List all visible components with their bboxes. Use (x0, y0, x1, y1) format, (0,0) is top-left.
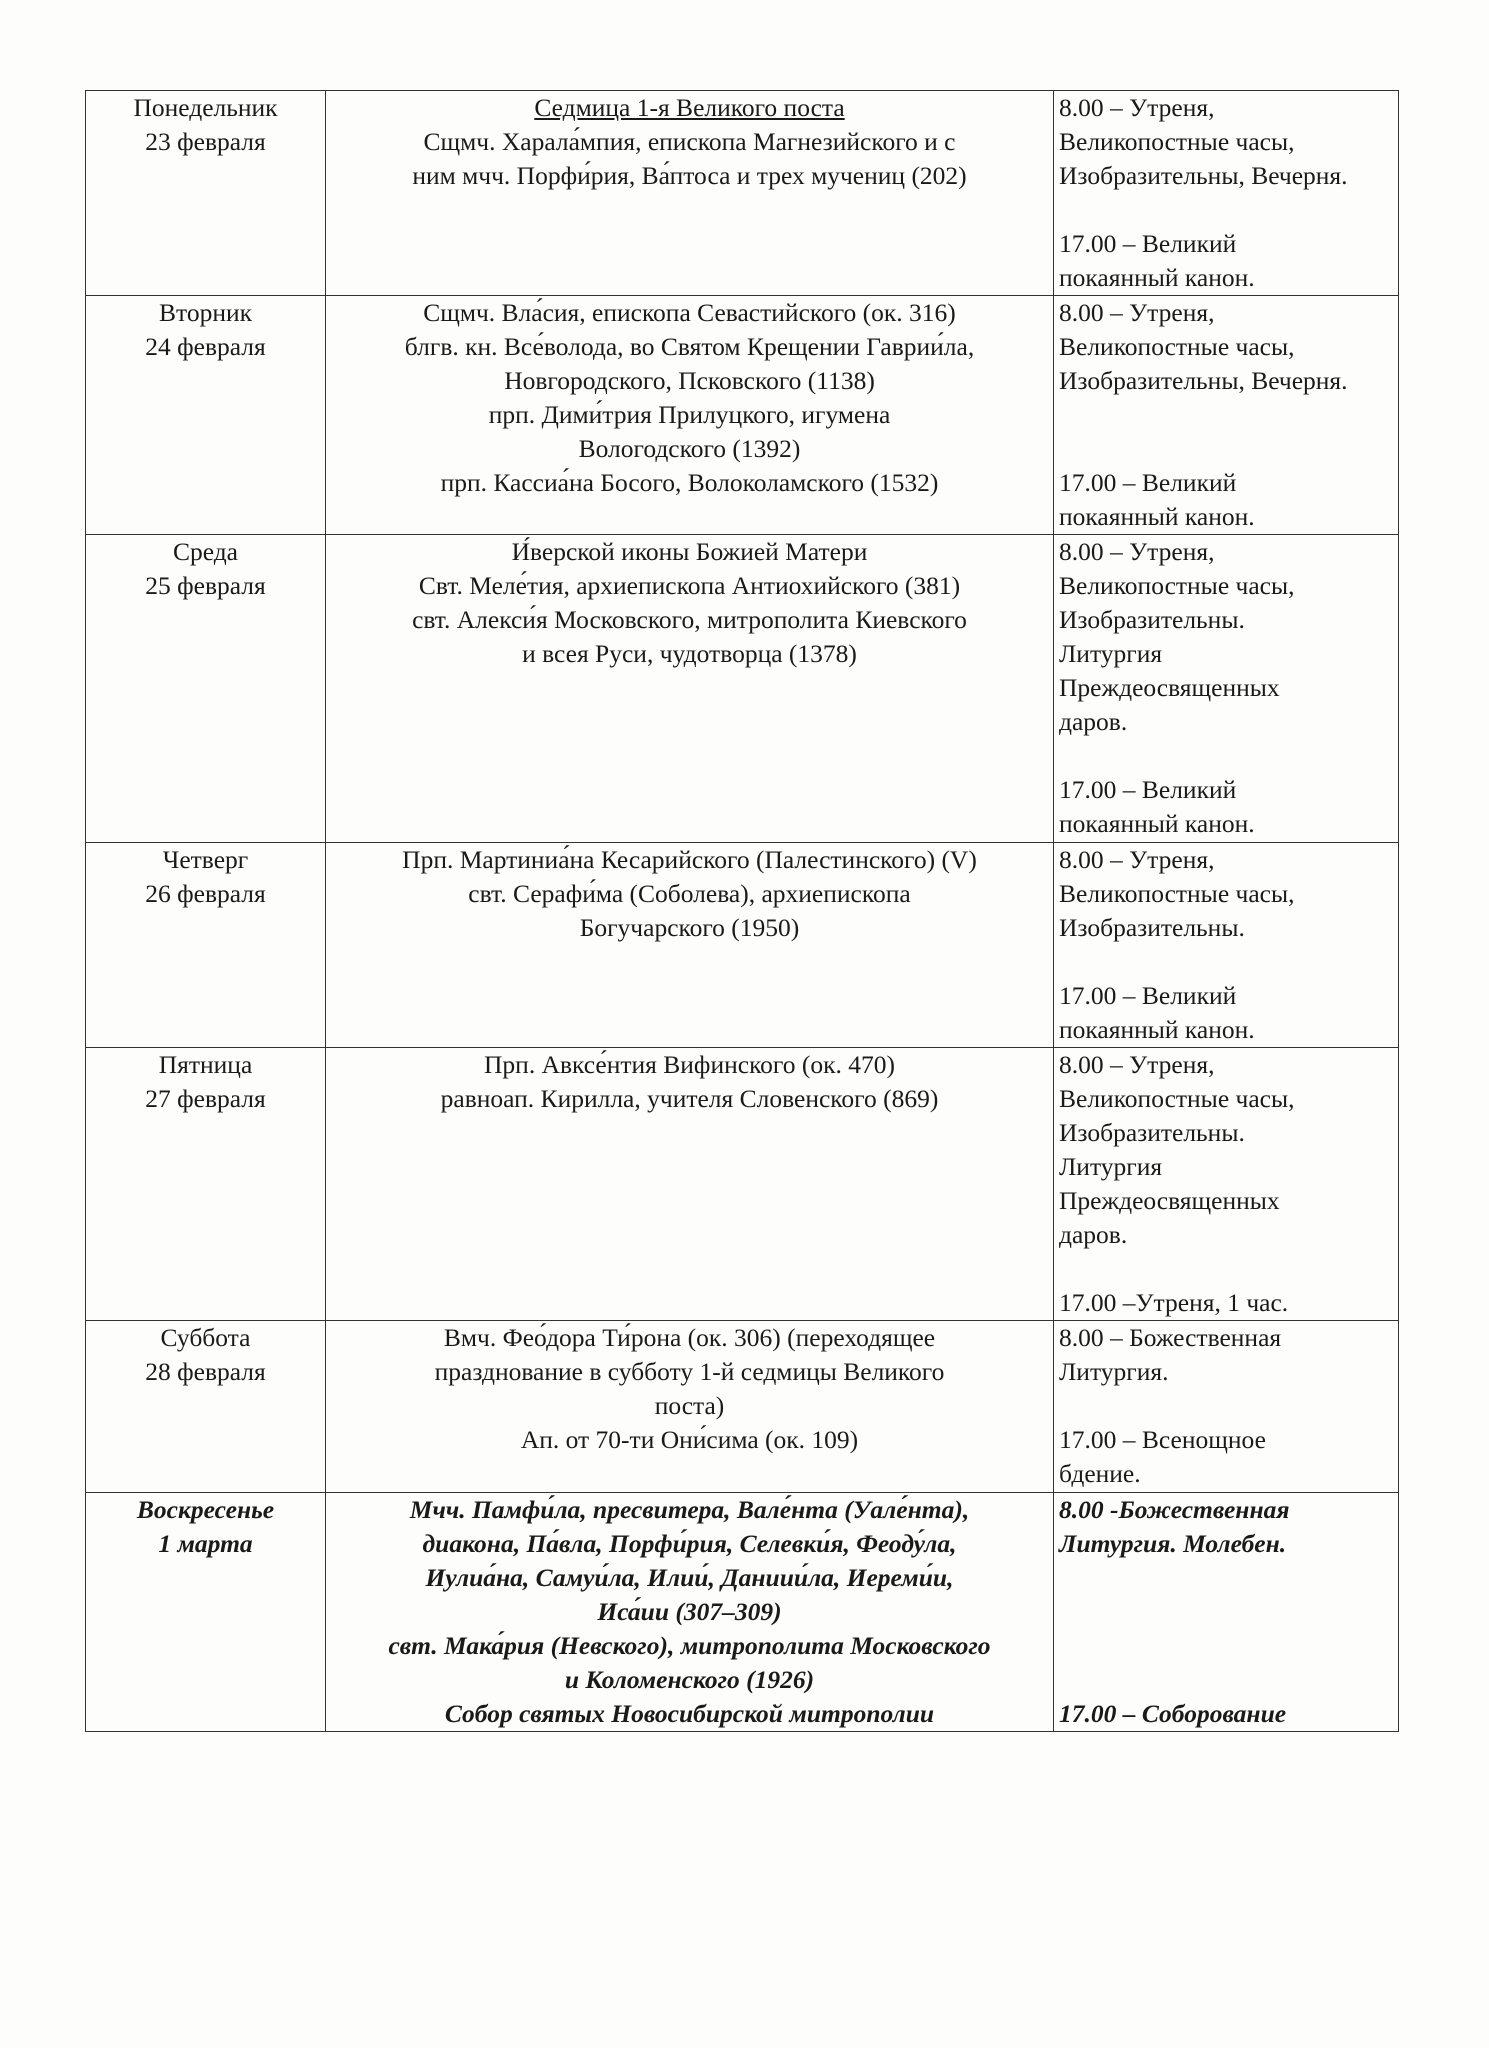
saints-cell (326, 1493, 1054, 1732)
spacer (1059, 1561, 1393, 1595)
weekday: Среда (172, 537, 239, 566)
day-cell (86, 843, 326, 1048)
spacer (1059, 398, 1393, 432)
schedule-row (86, 1321, 1399, 1493)
saint-line: Сщмч. Вла́сия, епископа Севастийского (ок. 316) (423, 298, 956, 327)
saint-line: И́верской иконы Божией Матери (511, 537, 868, 566)
day-cell (86, 1493, 326, 1732)
evening-service-line: покаянный канон. (1059, 1015, 1255, 1044)
saint-line: Ап. от 70-ти Они́сима (ок. 109) (520, 1425, 859, 1454)
weekday: Понедельник (133, 93, 278, 122)
saint-line: диакона, Па́вла, Порфи́рия, Селевки́я, Феоду́ла, (422, 1529, 957, 1558)
saint-line: и Коломенского (1926) (564, 1665, 815, 1694)
saint-line: празднование в субботу 1-й седмицы Великого (434, 1357, 945, 1386)
services-cell (1054, 91, 1399, 296)
saints-cell (326, 535, 1054, 843)
saint-line: Вмч. Фео́дора Ти́рона (ок. 306) (переходящее (443, 1323, 936, 1352)
saint-line: прп. Дими́трия Прилуцкого, игумена (488, 400, 891, 429)
morning-service-line: Литургия (1059, 639, 1163, 668)
date: 26 февраля (145, 879, 266, 908)
morning-service-line: 8.00 – Утреня, (1059, 1050, 1215, 1079)
spacer (1059, 432, 1393, 466)
saint-line: Иулиа́на, Самуи́ла, Илии́, Даниии́ла, Иереми́и, (425, 1563, 954, 1592)
saint-line: Сщмч. Харала́мпия, епископа Магнезийского и с (423, 127, 956, 156)
morning-service-line: Литургия. Молебен. (1059, 1529, 1287, 1558)
schedule-row (86, 1493, 1399, 1732)
morning-service-line: даров. (1059, 1220, 1128, 1249)
spacer (1059, 739, 1393, 773)
morning-service-line: даров. (1059, 707, 1128, 736)
day-cell (86, 535, 326, 843)
morning-service-line: Изобразительны, Вечерня. (1059, 161, 1348, 190)
saint-line: равноап. Кирилла, учителя Словенского (869) (440, 1084, 939, 1113)
saint-line: прп. Кассиа́на Босого, Волоколамского (1532) (440, 468, 939, 497)
evening-service-line: покаянный канон. (1059, 263, 1255, 292)
saint-line: Иса́ии (307–309) (597, 1597, 782, 1626)
saint-line: Прп. Мартиниа́на Кесарийского (Палестинского) (V) (402, 845, 977, 874)
morning-service-line: 8.00 -Божественная (1059, 1495, 1290, 1524)
spacer (1059, 1389, 1393, 1423)
date: 25 февраля (145, 571, 266, 600)
saint-line: Мчч. Памфи́ла, пресвитера, Вале́нта (Уале́нта), (409, 1495, 970, 1524)
date: 27 февраля (145, 1084, 266, 1113)
saints-cell (326, 843, 1054, 1048)
saints-cell (326, 91, 1054, 296)
services-cell (1054, 296, 1399, 535)
schedule-row (86, 843, 1399, 1048)
spacer (1059, 193, 1393, 227)
saint-line: Вологодского (1392) (578, 434, 801, 463)
morning-service-line: Литургия. (1059, 1357, 1169, 1386)
morning-service-line: 8.00 – Божественная (1059, 1323, 1282, 1352)
day-cell (86, 1321, 326, 1493)
morning-service-line: Преждеосвященных (1059, 1186, 1280, 1215)
spacer (1059, 1595, 1393, 1629)
morning-service-line: 8.00 – Утреня, (1059, 537, 1215, 566)
morning-service-line: Изобразительны, Вечерня. (1059, 366, 1348, 395)
schedule-body (86, 91, 1399, 1732)
morning-service-line: Изобразительны. (1059, 1118, 1245, 1147)
morning-service-line: Изобразительны. (1059, 913, 1245, 942)
saint-line: свт. Мака́рия (Невского), митрополита Московского (388, 1631, 991, 1660)
evening-service-line: бдение. (1059, 1459, 1141, 1488)
saint-line: Новгородского, Псковского (1138) (504, 366, 875, 395)
schedule-row (86, 91, 1399, 296)
date: 1 марта (158, 1529, 253, 1558)
date: 24 февраля (145, 332, 266, 361)
saint-line: свт. Алекси́я Московского, митрополита Киевского (412, 605, 967, 634)
weekday: Вторник (159, 298, 252, 327)
morning-service-line: Великопостные часы, (1059, 879, 1295, 908)
schedule-row (86, 535, 1399, 843)
morning-service-line: Литургия (1059, 1152, 1163, 1181)
morning-service-line: 8.00 – Утреня, (1059, 93, 1215, 122)
spacer (1059, 1663, 1393, 1697)
evening-service-line: 17.00 – Великий (1059, 981, 1237, 1010)
date: 28 февраля (145, 1357, 266, 1386)
spacer (1059, 945, 1393, 979)
morning-service-line: Великопостные часы, (1059, 1084, 1295, 1113)
evening-service-line: 17.00 – Соборование (1059, 1699, 1287, 1728)
saint-line: Свт. Меле́тия, архиепископа Антиохийского (381) (418, 571, 961, 600)
saint-line: Прп. Авксе́нтия Вифинского (ок. 470) (484, 1050, 895, 1079)
weekday: Воскресенье (136, 1495, 275, 1524)
evening-service-line: 17.00 – Великий (1059, 775, 1237, 804)
day-cell (86, 296, 326, 535)
saint-line: свт. Серафи́ма (Соболева), архиепископа (468, 879, 911, 908)
day-cell (86, 1048, 326, 1321)
services-cell (1054, 535, 1399, 843)
morning-service-line: 8.00 – Утреня, (1059, 845, 1215, 874)
weekday: Пятница (158, 1050, 253, 1079)
weekday: Суббота (160, 1323, 251, 1352)
saint-line: блгв. кн. Все́волода, во Святом Крещении Гаврии́ла, (404, 332, 975, 361)
date: 23 февраля (145, 127, 266, 156)
week-heading: Седмица 1-я Великого поста (534, 93, 845, 122)
morning-service-line: Изобразительны. (1059, 605, 1245, 634)
morning-service-line: Великопостные часы, (1059, 332, 1295, 361)
weekday: Четверг (162, 845, 249, 874)
saints-cell (326, 296, 1054, 535)
evening-service-line: покаянный канон. (1059, 502, 1255, 531)
evening-service-line: покаянный канон. (1059, 809, 1255, 838)
saints-cell (326, 1321, 1054, 1493)
services-cell (1054, 1493, 1399, 1732)
saint-line: поста) (654, 1391, 725, 1420)
day-cell (86, 91, 326, 296)
evening-service-line: 17.00 – Великий (1059, 468, 1237, 497)
morning-service-line: Великопостные часы, (1059, 127, 1295, 156)
schedule-table (85, 90, 1399, 1732)
saint-line: и всея Руси, чудотворца (1378) (522, 639, 857, 668)
evening-service-line: 17.00 –Утреня, 1 час. (1059, 1288, 1289, 1317)
schedule-row (86, 1048, 1399, 1321)
spacer (1059, 1252, 1393, 1286)
morning-service-line: 8.00 – Утреня, (1059, 298, 1215, 327)
saint-line: ним мчч. Порфи́рия, Ва́птоса и трех мучениц (202) (412, 161, 967, 190)
evening-service-line: 17.00 – Великий (1059, 229, 1237, 258)
spacer (1059, 1629, 1393, 1663)
evening-service-line: 17.00 – Всенощное (1059, 1425, 1266, 1454)
schedule-row (86, 296, 1399, 535)
services-cell (1054, 843, 1399, 1048)
saint-line: Собор святых Новосибирской митрополии (444, 1699, 935, 1728)
morning-service-line: Преждеосвященных (1059, 673, 1280, 702)
services-cell (1054, 1048, 1399, 1321)
saint-line: Богучарского (1950) (579, 913, 800, 942)
saints-cell (326, 1048, 1054, 1321)
morning-service-line: Великопостные часы, (1059, 571, 1295, 600)
services-cell (1054, 1321, 1399, 1493)
